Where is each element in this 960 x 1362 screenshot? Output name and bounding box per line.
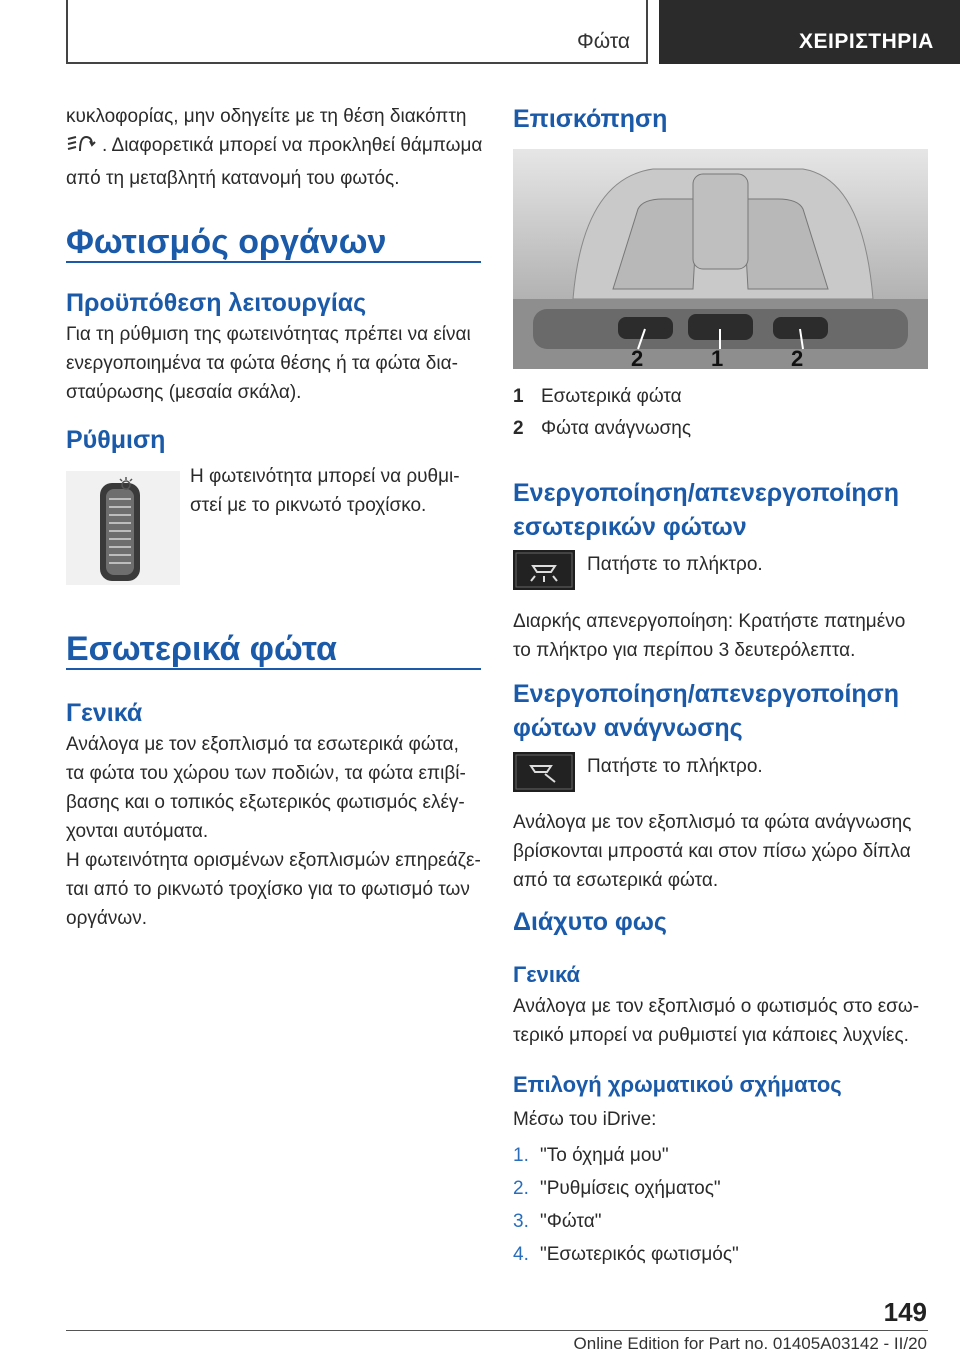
interior-light-button-image: [513, 550, 575, 590]
prerequisite-title: Προϋπόθεση λειτουργίας: [66, 289, 367, 317]
step-item: [513, 1240, 928, 1269]
general-title: Γενικά: [66, 699, 143, 727]
legend-item: [513, 414, 928, 443]
interior-onoff-title: [513, 476, 899, 544]
press-key-text: Πατήστε το πλήκτρο.: [587, 554, 763, 575]
step-text: "Το όχημά μου": [540, 1145, 669, 1166]
legend-number: 2: [513, 418, 524, 439]
section-rule: [66, 668, 481, 670]
thumbwheel-image: [66, 471, 180, 585]
adjust-line: στεί με το ρικνωτό τροχίσκο.: [190, 495, 427, 516]
reading-text: [513, 808, 928, 895]
prereq-line: Για τη ρύθμιση της φωτεινότητας πρέπει να είναι: [66, 324, 471, 345]
page-number: 149: [883, 1297, 927, 1327]
ambient-general-title: Γενικά: [513, 962, 581, 987]
general-p1: [66, 730, 486, 846]
adjust-text: [190, 462, 490, 520]
overhead-console-illustration: [513, 149, 928, 369]
intro-line-3: από τη μεταβλητή κατανομή του φωτός.: [66, 168, 400, 189]
step-item: [513, 1141, 928, 1170]
general-line: βασης και ο τοπικός εξωτερικός φωτισμός ελέγ-: [66, 792, 465, 813]
title-line: φώτων ανάγνωσης: [513, 714, 743, 742]
step-text: "Εσωτερικός φωτισμός": [540, 1244, 739, 1265]
interior-light-icon: [513, 550, 575, 590]
legend: [513, 382, 928, 443]
overhead-console-image: [513, 149, 928, 369]
general-line: Ανάλογα με τον εξοπλισμό τα εσωτερικά φώτα,: [66, 734, 459, 755]
reading-light-icon: [513, 752, 575, 792]
step-number: 1.: [513, 1145, 529, 1166]
high-beam-switch-icon: [66, 133, 96, 164]
header-section-box: [66, 0, 648, 64]
intro-line-1: κυκλοφορίας, μην οδηγείτε με τη θέση διακόπτη: [66, 106, 467, 127]
general-line: ται από το ρικνωτό τροχίσκο για το φωτισμό των: [66, 879, 470, 900]
image-label: 2: [631, 346, 644, 369]
adjust-line: Η φωτεινότητα μπορεί να ρυθμι-: [190, 466, 460, 487]
general-line: Η φωτεινότητα ορισμένων εξοπλισμών επηρεάζε-: [66, 850, 481, 871]
reading-line: από τα εσωτερικά φώτα.: [513, 870, 719, 891]
prereq-line: ενεργοποιημένα τα φώτα θέσης ή τα φώτα δια-: [66, 353, 458, 374]
legend-text: Εσωτερικά φώτα: [541, 386, 682, 407]
step-item: [513, 1207, 928, 1236]
image-label: 2: [791, 346, 804, 369]
step-item: [513, 1174, 928, 1203]
interior-lights-title: Εσωτερικά φώτα: [66, 630, 337, 668]
general-line: χονται αυτόματα.: [66, 821, 209, 842]
general-p2: [66, 846, 486, 933]
header-chapter: ΧΕΙΡΙΣΤΗΡΙΑ: [659, 0, 960, 64]
intro-line-2-text: . Διαφορετικά μπορεί να προκληθεί θάμπωμα: [102, 135, 483, 156]
image-label: 1: [711, 346, 724, 369]
prerequisite-text: [66, 320, 486, 407]
color-scheme-title: Επιλογή χρωματικού σχήματος: [513, 1072, 842, 1097]
steps-list: [513, 1141, 928, 1269]
legend-text: Φώτα ανάγνωσης: [541, 418, 691, 439]
title-line: εσωτερικών φώτων: [513, 513, 747, 541]
reading-light-button-image: [513, 752, 575, 792]
overview-title: Επισκόπηση: [513, 105, 668, 133]
ambient-line: Ανάλογα με τον εξοπλισμό ο φωτισμός στο εσω-: [513, 996, 920, 1017]
press-key-text-2: Πατήστε το πλήκτρο.: [587, 756, 763, 777]
step-text: "Ρυθμίσεις οχήματος": [540, 1178, 721, 1199]
ambient-line: τερικό μπορεί να ρυθμιστεί για κάποιες λυχνίες.: [513, 1025, 909, 1046]
step-number: 4.: [513, 1244, 529, 1265]
legend-item: [513, 382, 928, 411]
step-number: 2.: [513, 1178, 529, 1199]
ambient-text: [513, 992, 928, 1050]
section-rule: [66, 261, 481, 263]
left-column: [66, 102, 486, 193]
prereq-line: σταύρωσης (μεσαία σκάλα).: [66, 382, 302, 403]
adjust-title: Ρύθμιση: [66, 426, 166, 454]
footer-edition: Online Edition for Part no. 01405A03142 - II/20: [573, 1334, 927, 1353]
general-line: οργάνων.: [66, 908, 147, 929]
instrument-lighting-title: Φωτισμός οργάνων: [66, 223, 387, 261]
via-idrive-text: Μέσω του iDrive:: [513, 1109, 657, 1130]
perm-off-line: Διαρκής απενεργοποίηση: Κρατήστε πατημένο: [513, 611, 906, 632]
perm-off-line: το πλήκτρο για περίπου 3 δευτερόλεπτα.: [513, 640, 856, 661]
step-number: 3.: [513, 1211, 529, 1232]
reading-onoff-title: [513, 677, 899, 745]
header-section: Φώτα: [577, 30, 630, 53]
footer-rule: [66, 1330, 928, 1331]
legend-number: 1: [513, 386, 524, 407]
title-line: Ενεργοποίηση/απενεργοποίηση: [513, 680, 900, 708]
step-text: "Φώτα": [540, 1211, 602, 1232]
ambient-light-title: Διάχυτο φως: [513, 908, 667, 936]
reading-line: Ανάλογα με τον εξοπλισμό τα φώτα ανάγνωσης: [513, 812, 912, 833]
title-line: Ενεργοποίηση/απενεργοποίηση: [513, 479, 900, 507]
intro-line-2: [66, 131, 486, 164]
thumbwheel-icon: [66, 471, 180, 585]
general-line: τα φώτα του χώρου των ποδιών, τα φώτα επιβί-: [66, 763, 466, 784]
reading-line: βρίσκονται μπροστά και στον πίσω χώρο δίπλα: [513, 841, 911, 862]
perm-off-text: [513, 607, 928, 665]
